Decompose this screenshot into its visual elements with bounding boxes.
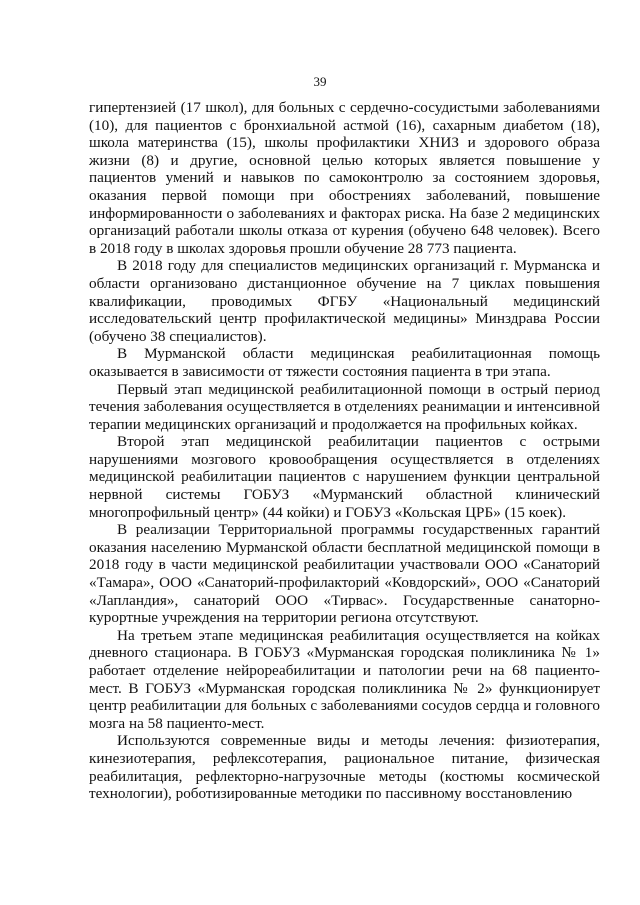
paragraph-first-stage: Первый этап медицинской реабилитационной помощи в острый период течения заболевания осуществляется в отделениях реанимации и интенсивной терапии медицинских организаций и продолжается на профильных койках. xyxy=(89,380,600,433)
paragraph-territorial-program: В реализации Территориальной программы государственных гарантий оказания населению Мурманской области бесплатной медицинской помощи в 2018 году в части медицинской реабилитации участвовали ООО «Санаторий «Тамара», ООО «Санаторий-профилакторий «Ковдорский», ООО «Санаторий «Лапландия», санаторий ООО «Тирвас». Государственные санаторно-курортные учреждения на территории региона отсутствуют. xyxy=(89,521,600,627)
paragraph-treatment-methods: Используются современные виды и методы лечения: физиотерапия, кинезиотерапия, рефлексотерапия, рациональное питание, физическая реабилитация, рефлекторно-нагрузочные методы (костюмы космической технологии), роботизированные методики по пассивному восстановлению xyxy=(89,732,600,803)
paragraph-third-stage: На третьем этапе медицинская реабилитация осуществляется на койках дневного стационара. В ГОБУЗ «Мурманская городская поликлиника № 1» работает отделение нейрореабилитации и патологии речи на 68 пациенто-мест. В ГОБУЗ «Мурманская городская поликлиника № 2» функционирует центр реабилитации для больных с заболеваниями сосудов сердца и головного мозга на 58 пациенто-мест. xyxy=(89,626,600,732)
paragraph-schools-continued: гипертензией (17 школ), для больных с сердечно-сосудистыми заболеваниями (10), для пациентов с бронхиальной астмой (16), сахарным диабетом (18), школа материнства (15), школы профилактики ХНИЗ и здорового образа жизни (8) и другие, основной целью которых является повышение у пациентов умений и навыков по самоконтролю за состоянием здоровья, оказания первой помощи при обострениях заболеваний, повышение информированности о заболеваниях и факторах риска. На базе 2 медицинских организаций работали школы отказа от курения (обучено 648 человек). Всего в 2018 году в школах здоровья прошли обучение 28 773 пациента. xyxy=(89,99,600,257)
paragraph-second-stage: Второй этап медицинской реабилитации пациентов с острыми нарушениями мозгового кровообращения осуществляется в отделениях медицинской реабилитации пациентов с нарушением функции центральной нервной системы ГОБУЗ «Мурманский областной клинический многопрофильный центр» (44 койки) и ГОБУЗ «Кольская ЦРБ» (15 коек). xyxy=(89,433,600,521)
paragraph-distance-learning: В 2018 году для специалистов медицинских организаций г. Мурманска и области организовано дистанционное обучение на 7 циклах повышения квалификации, проводимых ФГБУ «Национальный медицинский исследовательский центр профилактической медицины» Минздрава России (обучено 38 специалистов). xyxy=(89,257,600,345)
paragraph-rehabilitation-stages: В Мурманской области медицинская реабилитационная помощь оказывается в зависимости от тяжести состояния пациента в три этапа. xyxy=(89,345,600,380)
body-text xyxy=(89,99,600,803)
page-number: 39 xyxy=(313,74,327,89)
